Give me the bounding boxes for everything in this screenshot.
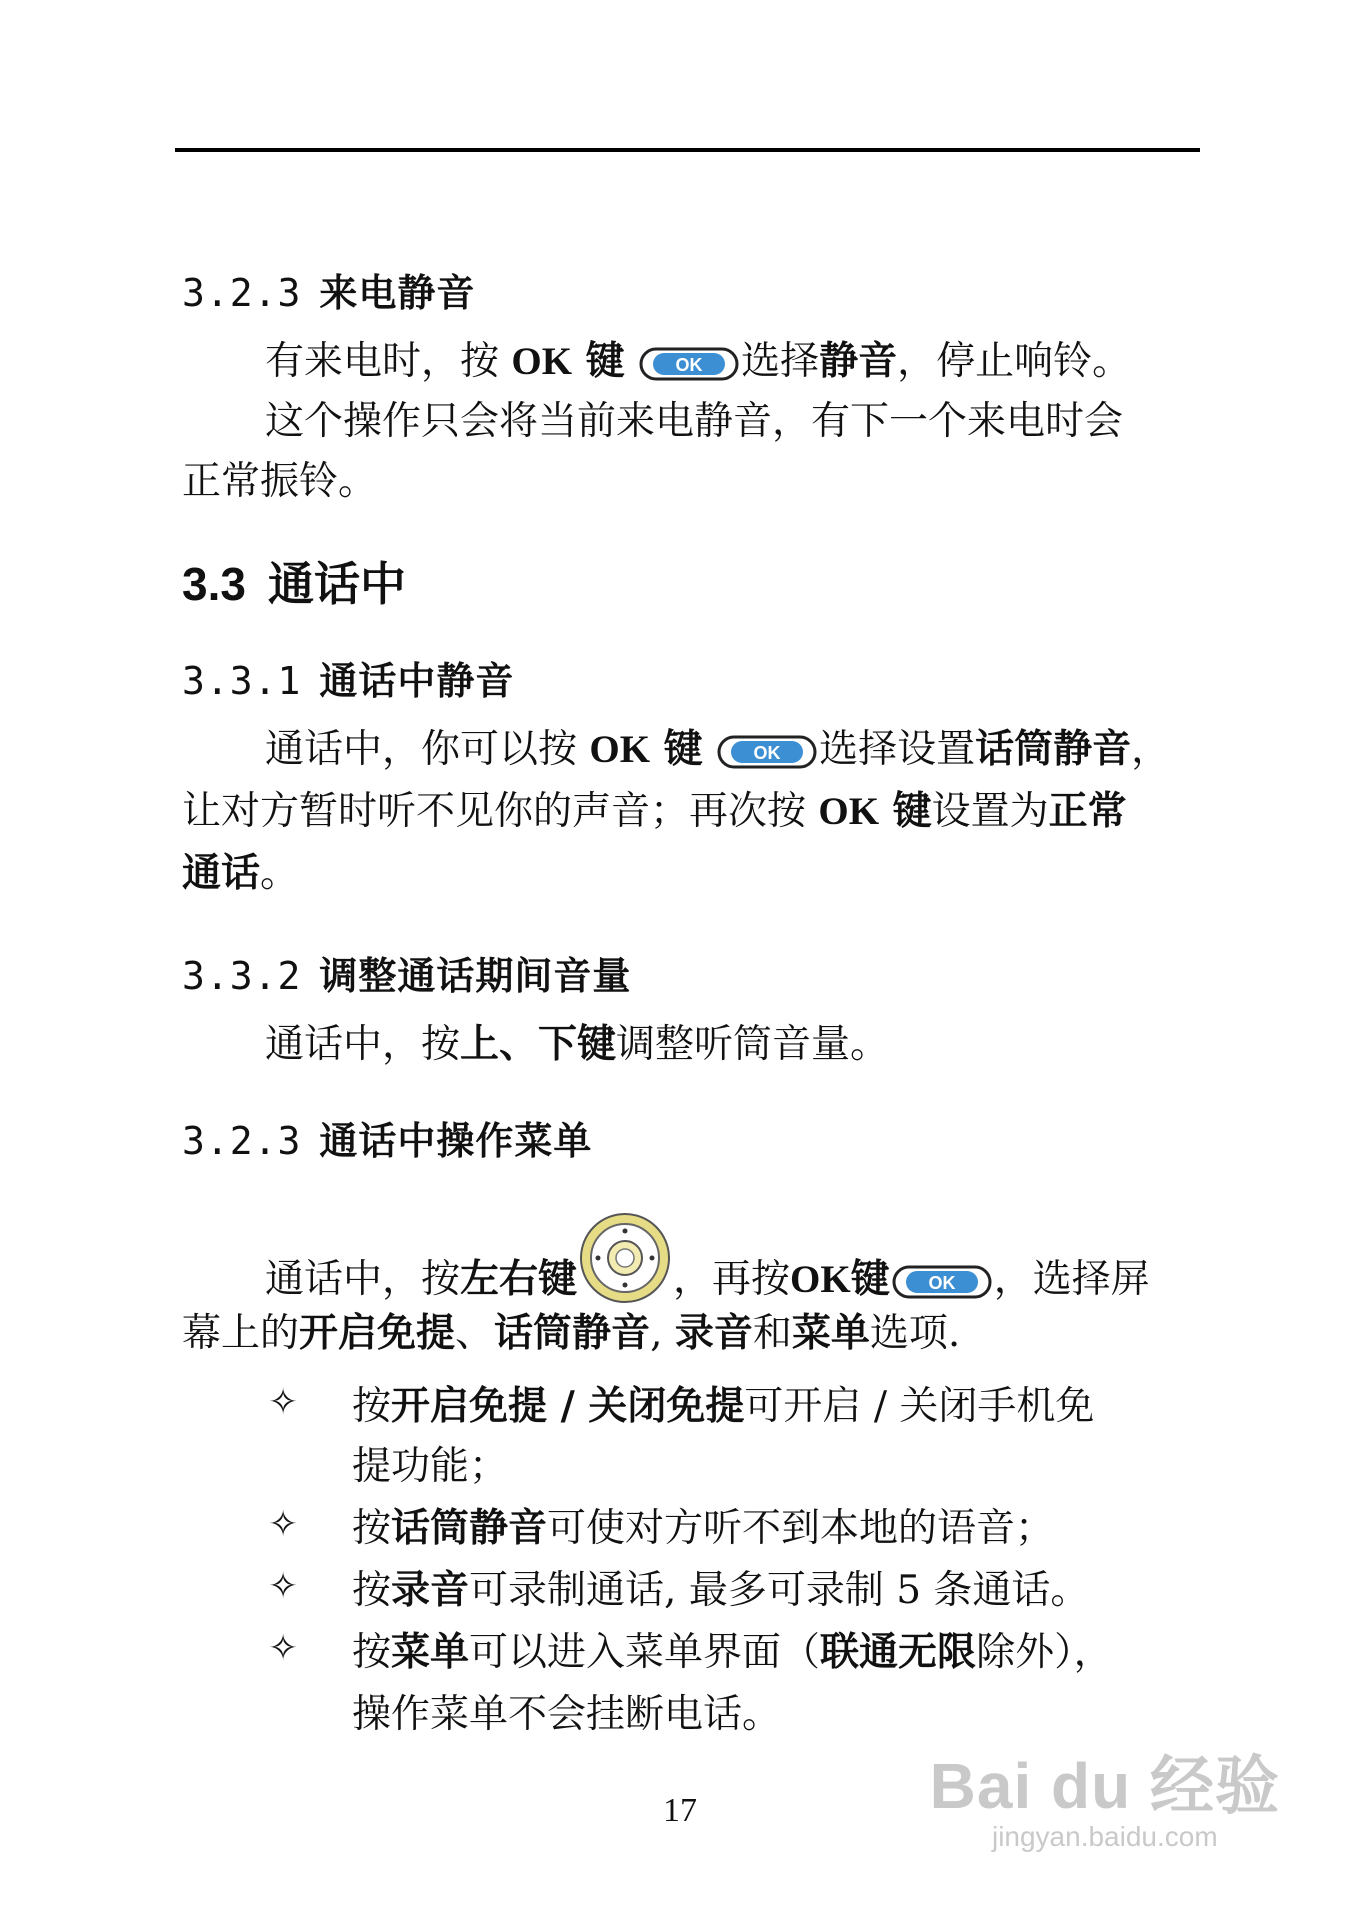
- ok-key-icon: [639, 347, 739, 381]
- text: 左右键: [460, 1257, 578, 1302]
- section-title: 来电静音: [319, 271, 476, 315]
- bullet-icon: ✧: [268, 1566, 299, 1607]
- paragraph-line: [265, 718, 1170, 774]
- text: 可录制通话, 最多可录制 5 条通话。: [469, 1568, 1090, 1613]
- paragraph-line: [265, 330, 1131, 386]
- text: 选择: [741, 339, 820, 384]
- text: ，再按: [673, 1257, 791, 1302]
- page-number: 17: [663, 1792, 697, 1829]
- text: 除外），: [976, 1630, 1113, 1675]
- navigation-key-icon: [577, 1210, 673, 1306]
- text: 选择设置: [819, 727, 976, 772]
- section-heading-3-2-3: [182, 262, 475, 317]
- text: 可以进入菜单界面（: [469, 1630, 821, 1675]
- text: 话筒静音: [391, 1506, 548, 1551]
- bullet-icon: ✧: [268, 1504, 299, 1545]
- text: 录音: [674, 1311, 753, 1356]
- text: 静音: [819, 339, 898, 384]
- ok-label: OK: [790, 1258, 851, 1301]
- list-item: [352, 1559, 1089, 1615]
- bullet-icon: ✧: [268, 1628, 299, 1669]
- header-rule: [175, 148, 1200, 152]
- section-title: 通话中: [267, 557, 406, 611]
- ok-key-icon: [717, 735, 817, 769]
- text: 选项.: [869, 1311, 961, 1356]
- text: 录音: [391, 1568, 470, 1613]
- list-item: [352, 1497, 1054, 1553]
- text: 通话中，按: [265, 1022, 461, 1067]
- watermark-brand: Bai du 经验: [929, 1750, 1280, 1822]
- section-number: 3.2.3: [182, 1119, 302, 1163]
- section-heading-3-3-2: [182, 945, 631, 1000]
- paragraph-line: 这个操作只会将当前来电静音，有下一个来电时会: [265, 399, 1124, 444]
- text: 开启免提 / 关闭免提: [391, 1384, 745, 1429]
- text: 有来电时，按: [265, 339, 512, 384]
- section-title: 通话中操作菜单: [319, 1119, 593, 1163]
- text: 键: [572, 339, 625, 384]
- text: 调整听筒音量。: [616, 1022, 890, 1067]
- section-number: 3.3: [182, 558, 246, 610]
- text: 正常: [1048, 789, 1127, 834]
- text: 通话: [182, 851, 261, 896]
- text: 按: [352, 1506, 392, 1551]
- text: 键: [879, 789, 932, 834]
- section-number: 3.3.2: [182, 954, 302, 998]
- svg-text:OK: OK: [675, 355, 703, 375]
- ok-label: OK: [818, 790, 880, 833]
- text: 、: [455, 1311, 495, 1356]
- svg-text:OK: OK: [928, 1273, 956, 1293]
- text: 开启免提: [299, 1311, 456, 1356]
- paragraph-line: [182, 780, 1127, 836]
- text: 通话中，你可以按: [265, 727, 590, 772]
- text: 话筒静音: [494, 1311, 651, 1356]
- text: 让对方暂时听不见你的声音；再次按: [182, 789, 819, 834]
- section-number: 3.2.3: [182, 271, 302, 315]
- text: 上、下键: [460, 1022, 617, 1067]
- section-number: 3.3.1: [182, 659, 302, 703]
- paragraph-line: [265, 1013, 889, 1069]
- text: 键: [650, 727, 703, 772]
- svg-text:OK: OK: [753, 743, 781, 763]
- list-item: [352, 1621, 1113, 1677]
- text: 和: [752, 1311, 792, 1356]
- section-title: 调整通话期间音量: [319, 954, 632, 998]
- section-title: 通话中静音: [319, 659, 515, 703]
- text: 按: [352, 1384, 392, 1429]
- list-item-continuation: 提功能；: [352, 1444, 509, 1489]
- text: 设置为: [931, 789, 1049, 834]
- ok-label: OK: [589, 728, 651, 771]
- section-heading-3-3: [182, 548, 406, 614]
- text: ,: [650, 1311, 675, 1356]
- text: 幕上的: [182, 1311, 300, 1356]
- text: 键: [850, 1257, 890, 1302]
- text: 按: [352, 1568, 392, 1613]
- text: 联通无限: [820, 1630, 977, 1675]
- watermark-url: jingyan.baidu.com: [991, 1821, 1218, 1852]
- text: 菜单: [791, 1311, 870, 1356]
- paragraph-line: [182, 842, 299, 898]
- bullet-icon: ✧: [268, 1382, 299, 1423]
- text: 。: [260, 851, 300, 896]
- ok-label: OK: [511, 340, 573, 383]
- text: ，选择屏: [993, 1257, 1150, 1302]
- paragraph-line: [182, 1302, 960, 1358]
- section-heading-3-3-1: [182, 650, 514, 705]
- section-heading-3-2-3-menu: [182, 1110, 592, 1165]
- watermark: [930, 1735, 1280, 1853]
- text: 可使对方听不到本地的语音；: [547, 1506, 1055, 1551]
- text: 话筒静音: [975, 727, 1132, 772]
- text: 菜单: [391, 1630, 470, 1675]
- list-item: [352, 1375, 1094, 1431]
- ok-key-icon: [892, 1265, 992, 1299]
- text: 通话中，按: [265, 1257, 461, 1302]
- text: 按: [352, 1630, 392, 1675]
- paragraph-line: 正常振铃。: [182, 459, 378, 504]
- text: ，: [1131, 727, 1171, 772]
- text: ，停止响铃。: [897, 339, 1132, 384]
- text: 可开启 / 关闭手机免: [744, 1384, 1095, 1429]
- paragraph-line: [265, 1210, 1150, 1306]
- list-item-continuation: 操作菜单不会挂断电话。: [352, 1692, 782, 1737]
